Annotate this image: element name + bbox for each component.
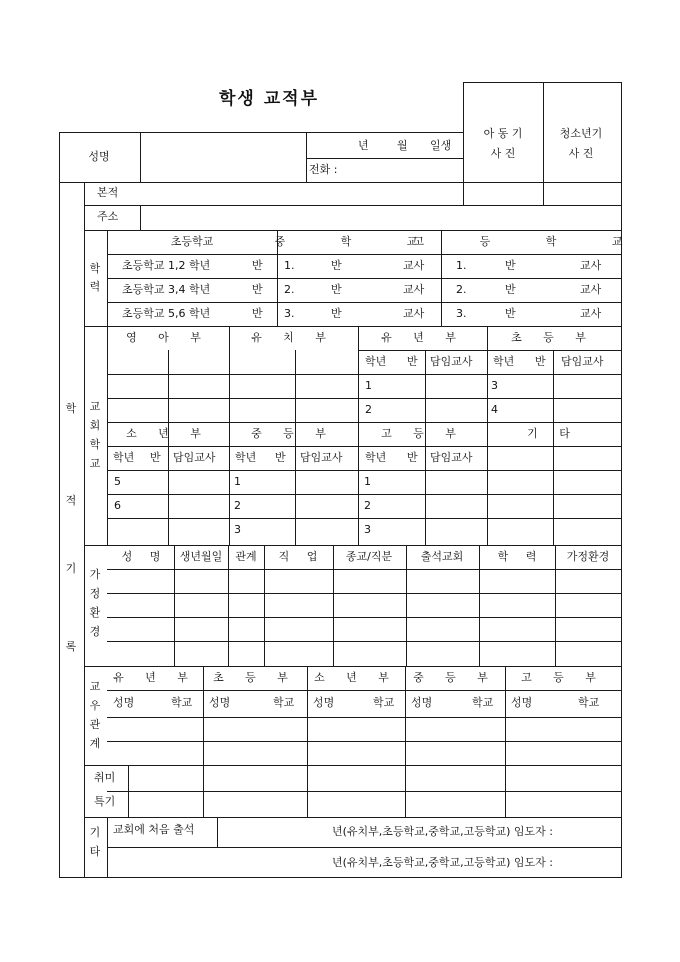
family-section-label: 정 <box>89 587 101 600</box>
class-label: 반 <box>252 283 263 296</box>
teacher-label: 교사 <box>403 283 425 296</box>
family-section-label: 경 <box>89 625 101 638</box>
grid-line <box>621 82 622 878</box>
department-header: 초 등 부 <box>511 331 595 344</box>
homeroom-teacher-label: 담임교사 <box>173 451 216 464</box>
grid-line <box>107 278 622 279</box>
row-number: 2. <box>456 283 467 296</box>
teacher-label: 교사 <box>403 259 425 272</box>
grid-line <box>217 817 218 848</box>
elementary-row-label: 초등학교 5,6 학년 <box>122 307 211 320</box>
side-vertical-label: 록 <box>65 640 77 653</box>
grid-line <box>84 666 622 667</box>
grid-line <box>307 666 308 818</box>
row-number: 3. <box>284 307 295 320</box>
grid-line <box>107 569 622 570</box>
class-label: 반 <box>535 355 546 368</box>
class-label: 반 <box>505 259 516 272</box>
class-label: 반 <box>505 307 516 320</box>
department-header: 중 등 부 <box>251 427 335 440</box>
grade-number: 4 <box>491 403 498 416</box>
school-section-label: 학 <box>89 262 101 275</box>
row-number: 3. <box>456 307 467 320</box>
friends-section-label: 계 <box>89 737 101 750</box>
side-vertical-label: 학 <box>65 402 77 415</box>
birth-day-label: 일생 <box>430 139 452 152</box>
grid-line <box>84 182 85 878</box>
other-section-label: 타 <box>89 845 101 858</box>
talent-label: 특기 <box>94 795 116 808</box>
homeroom-teacher-label: 담임교사 <box>561 355 604 368</box>
grid-line <box>358 350 622 351</box>
address-label: 주소 <box>97 210 119 223</box>
friends-section-label: 우 <box>89 699 101 712</box>
birth-month-label: 월 <box>397 139 408 152</box>
class-label: 반 <box>505 283 516 296</box>
grid-line <box>543 82 544 206</box>
grid-line <box>84 230 622 231</box>
friends-group-header: 소 년 부 <box>314 671 398 684</box>
grid-line <box>59 182 622 183</box>
class-label: 반 <box>252 307 263 320</box>
department-header: 기 타 <box>527 427 579 440</box>
origin-label: 본적 <box>97 186 119 199</box>
grade-number: 1 <box>365 379 372 392</box>
homeroom-teacher-label: 담임교사 <box>430 355 473 368</box>
grid-line <box>295 350 296 546</box>
church-school-label: 교 <box>89 400 101 413</box>
family-column-header: 성 명 <box>121 550 161 563</box>
row-number: 2. <box>284 283 295 296</box>
department-header: 소 년 부 <box>126 427 210 440</box>
elementary-row-label: 초등학교 1,2 학년 <box>122 259 211 272</box>
friends-section-label: 교 <box>89 680 101 693</box>
grid-line <box>107 717 622 718</box>
department-header: 유 년 부 <box>381 331 465 344</box>
family-column-header: 학 력 <box>497 550 537 563</box>
grid-line <box>425 350 426 546</box>
family-section-label: 가 <box>89 568 101 581</box>
class-label: 반 <box>275 451 286 464</box>
first-attendance-label: 교회에 처음 출석 <box>113 823 195 836</box>
class-label: 반 <box>407 355 418 368</box>
grid-line <box>84 545 622 546</box>
grid-line <box>59 877 622 878</box>
department-header: 고 등 부 <box>381 427 465 440</box>
friend-school-label: 학교 <box>273 696 295 709</box>
department-header: 영 아 부 <box>126 331 210 344</box>
grid-line <box>358 326 359 546</box>
friend-name-label: 성명 <box>209 696 231 709</box>
church-school-label: 학 <box>89 438 101 451</box>
church-school-label: 회 <box>89 419 101 432</box>
friend-school-label: 학교 <box>373 696 395 709</box>
side-vertical-label: 기 <box>65 562 77 575</box>
side-vertical-label: 적 <box>65 494 77 507</box>
grade-number: 5 <box>114 475 121 488</box>
page-title: 학생 교적부 <box>218 89 320 109</box>
class-label: 반 <box>407 451 418 464</box>
elementary-header: 초등학교 <box>170 235 214 248</box>
friends-group-header: 고 등 부 <box>521 671 605 684</box>
row-number: 1. <box>284 259 295 272</box>
department-header: 유 치 부 <box>251 331 335 344</box>
grid-line <box>107 326 108 546</box>
friends-group-header: 중 등 부 <box>413 671 497 684</box>
grade-number: 1 <box>364 475 371 488</box>
class-label: 반 <box>150 451 161 464</box>
family-section-label: 환 <box>89 606 101 619</box>
grid-line <box>107 518 622 519</box>
homeroom-teacher-label: 담임교사 <box>300 451 343 464</box>
friends-section-label: 관 <box>89 718 101 731</box>
class-label: 반 <box>331 307 342 320</box>
grid-line <box>107 254 622 255</box>
friend-name-label: 성명 <box>511 696 533 709</box>
friends-group-header: 초 등 부 <box>213 671 297 684</box>
family-column-header: 종교/직분 <box>345 550 393 563</box>
grid-line <box>463 82 464 206</box>
elementary-row-label: 초등학교 3,4 학년 <box>122 283 211 296</box>
teacher-label: 교사 <box>580 307 602 320</box>
hobby-label: 취미 <box>94 771 116 784</box>
grid-line <box>107 374 622 375</box>
grid-line <box>333 545 334 667</box>
grid-line <box>107 446 622 447</box>
first-attendance-line: 년(유치부,초등학교,중학교,고등학교) 임도자 : <box>331 856 553 869</box>
first-attendance-line: 년(유치부,초등학교,중학교,고등학교) 임도자 : <box>331 825 553 838</box>
friend-school-label: 학교 <box>472 696 494 709</box>
grid-line <box>107 690 622 691</box>
grade-label: 학년 <box>113 451 135 464</box>
row-number: 1. <box>456 259 467 272</box>
friend-school-label: 학교 <box>171 696 193 709</box>
grid-line <box>505 666 506 818</box>
grid-line <box>59 132 464 133</box>
teacher-label: 교사 <box>580 259 602 272</box>
grade-number: 2 <box>365 403 372 416</box>
grid-line <box>107 617 622 618</box>
grid-line <box>107 641 622 642</box>
other-section-label: 기 <box>89 826 101 839</box>
grid-line <box>174 545 175 667</box>
friends-group-header: 유 년 부 <box>113 671 197 684</box>
grade-number: 1 <box>234 475 241 488</box>
teacher-label: 교사 <box>403 307 425 320</box>
family-column-header: 직 업 <box>278 550 318 563</box>
grid-line <box>107 741 622 742</box>
grade-number: 6 <box>114 499 121 512</box>
class-label: 반 <box>331 283 342 296</box>
grid-line <box>140 205 141 231</box>
grid-line <box>107 593 622 594</box>
family-column-header: 관계 <box>235 550 257 563</box>
grid-line <box>107 302 622 303</box>
birth-year-label: 년 <box>358 139 369 152</box>
grade-label: 학년 <box>235 451 257 464</box>
school-section-label: 력 <box>89 280 101 293</box>
friend-name-label: 성명 <box>411 696 433 709</box>
grade-number: 2 <box>234 499 241 512</box>
grid-line <box>84 326 622 327</box>
family-column-header: 출석교회 <box>420 550 464 563</box>
middle-school-header: 중 학 교 <box>274 235 444 248</box>
teacher-label: 교사 <box>580 283 602 296</box>
grid-line <box>140 132 141 183</box>
grid-line <box>264 545 265 667</box>
grid-line <box>203 666 204 818</box>
grid-line <box>306 158 464 159</box>
class-label: 반 <box>252 259 263 272</box>
class-label: 반 <box>331 259 342 272</box>
friend-school-label: 학교 <box>578 696 600 709</box>
grid-line <box>405 666 406 818</box>
grade-number: 3 <box>364 523 371 536</box>
grid-line <box>107 470 622 471</box>
grade-label: 학년 <box>365 451 387 464</box>
grid-line <box>84 205 622 206</box>
photo-label-youth: 청소년기 <box>559 127 603 140</box>
grade-number: 3 <box>491 379 498 392</box>
grade-number: 3 <box>234 523 241 536</box>
grid-line <box>107 398 622 399</box>
family-column-header: 가정환경 <box>566 550 610 563</box>
grade-number: 2 <box>364 499 371 512</box>
grid-line <box>107 494 622 495</box>
grid-line <box>479 545 480 667</box>
name-label: 성명 <box>88 150 110 163</box>
grid-line <box>406 545 407 667</box>
grid-line <box>59 132 60 878</box>
homeroom-teacher-label: 담임교사 <box>430 451 473 464</box>
phone-label: 전화 : <box>309 163 338 176</box>
photo-label-child: 아 동 기 <box>483 127 523 140</box>
photo-label-youth: 사 진 <box>568 147 594 160</box>
grid-line <box>107 791 622 792</box>
grid-line <box>487 326 488 546</box>
friend-name-label: 성명 <box>113 696 135 709</box>
grid-line <box>553 350 554 546</box>
grid-line <box>107 847 622 848</box>
grid-line <box>168 350 169 546</box>
grid-line <box>107 422 622 423</box>
grade-label: 학년 <box>493 355 515 368</box>
friend-name-label: 성명 <box>313 696 335 709</box>
grid-line <box>229 326 230 546</box>
grid-line <box>555 545 556 667</box>
grid-line <box>228 545 229 667</box>
grade-label: 학년 <box>365 355 387 368</box>
family-column-header: 생년월일 <box>179 550 223 563</box>
grid-line <box>84 765 622 766</box>
grid-line <box>84 817 622 818</box>
high-school-header: 고 등 학 교 <box>413 235 649 248</box>
photo-label-child: 사 진 <box>490 147 516 160</box>
church-school-label: 교 <box>89 457 101 470</box>
